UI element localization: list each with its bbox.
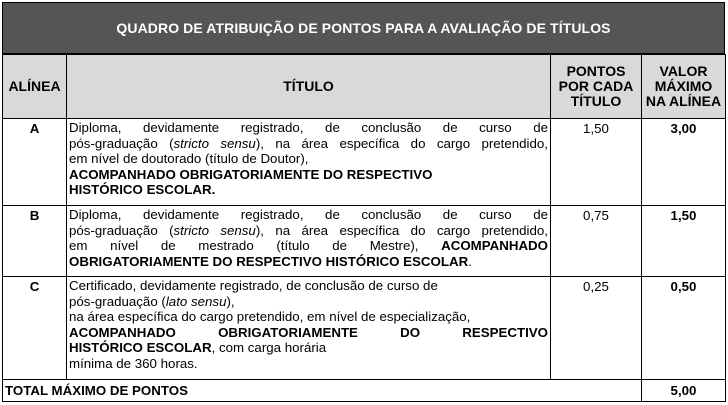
header-pontos-line: POR CADA xyxy=(558,78,634,94)
points-table xyxy=(2,54,726,402)
titulo-line: Diploma, devidamente registrado, de conclusão de curso de xyxy=(69,207,548,222)
titulo-line-bold: HISTÓRICO ESCOLAR. xyxy=(69,182,216,198)
header-valor-line: NA ALÍNEA xyxy=(645,93,722,109)
total-value: 5,00 xyxy=(642,380,726,402)
header-pontos-line: TÍTULO xyxy=(570,93,622,109)
total-label: TOTAL MÁXIMO DE PONTOS xyxy=(3,380,642,402)
table-row xyxy=(3,119,726,206)
titulo-cell xyxy=(67,206,551,277)
header-titulo: TÍTULO xyxy=(67,55,551,119)
titulo-line: pós-graduação (stricto sensu), na área específica do cargo pretendido, xyxy=(69,135,548,151)
titulo-line: pós-graduação (stricto sensu), na área específica do cargo pretendido, xyxy=(69,222,548,238)
titulo-line-bold: ACOMPANHADO OBRIGATORIAMENTE DO RESPECTIVO xyxy=(69,324,548,340)
alinea-cell: A xyxy=(3,119,67,206)
header-row xyxy=(3,55,726,119)
table-row xyxy=(3,277,726,380)
total-row xyxy=(3,380,726,402)
titulo-line: pós-graduação (lato sensu), xyxy=(69,293,235,309)
header-valor xyxy=(642,55,726,119)
titulo-line: Certificado, devidamente registrado, de conclusão de curso de xyxy=(69,278,438,293)
titulo-cell xyxy=(67,277,551,380)
pontos-cell: 0,75 xyxy=(551,206,642,277)
valor-cell: 1,50 xyxy=(642,206,726,277)
table-row xyxy=(3,206,726,277)
titulo-line: em nível de mestrado (título de Mestre), ACOMPANHADO xyxy=(69,238,548,254)
alinea-cell: B xyxy=(3,206,67,277)
titulo-line: OBRIGATORIAMENTE DO RESPECTIVO HISTÓRICO ESCOLAR. xyxy=(69,253,472,269)
titulo-line: HISTÓRICO ESCOLAR, com carga horária xyxy=(69,340,327,356)
header-pontos xyxy=(551,55,642,119)
table-title: QUADRO DE ATRIBUIÇÃO DE PONTOS PARA A AVALIAÇÃO DE TÍTULOS xyxy=(2,2,725,54)
titulo-line: mínima de 360 horas. xyxy=(69,355,198,371)
titulo-line: em nível de doutorado (título de Doutor), xyxy=(69,151,309,167)
titulo-line-bold: ACOMPANHADO OBRIGATORIAMENTE DO RESPECTIVO xyxy=(69,166,433,182)
pontos-cell: 1,50 xyxy=(551,119,642,206)
header-valor-line: VALOR xyxy=(659,63,708,79)
titulo-line: Diploma, devidamente registrado, de conclusão de curso de xyxy=(69,120,548,135)
titulo-line: na área específica do cargo pretendido, em nível de especialização, xyxy=(69,309,471,325)
titulo-cell xyxy=(67,119,551,206)
pontos-cell: 0,25 xyxy=(551,277,642,380)
alinea-cell: C xyxy=(3,277,67,380)
valor-cell: 0,50 xyxy=(642,277,726,380)
header-alinea: ALÍNEA xyxy=(3,55,67,119)
header-valor-line: MÁXIMO xyxy=(654,78,713,94)
valor-cell: 3,00 xyxy=(642,119,726,206)
header-pontos-line: PONTOS xyxy=(566,63,626,79)
